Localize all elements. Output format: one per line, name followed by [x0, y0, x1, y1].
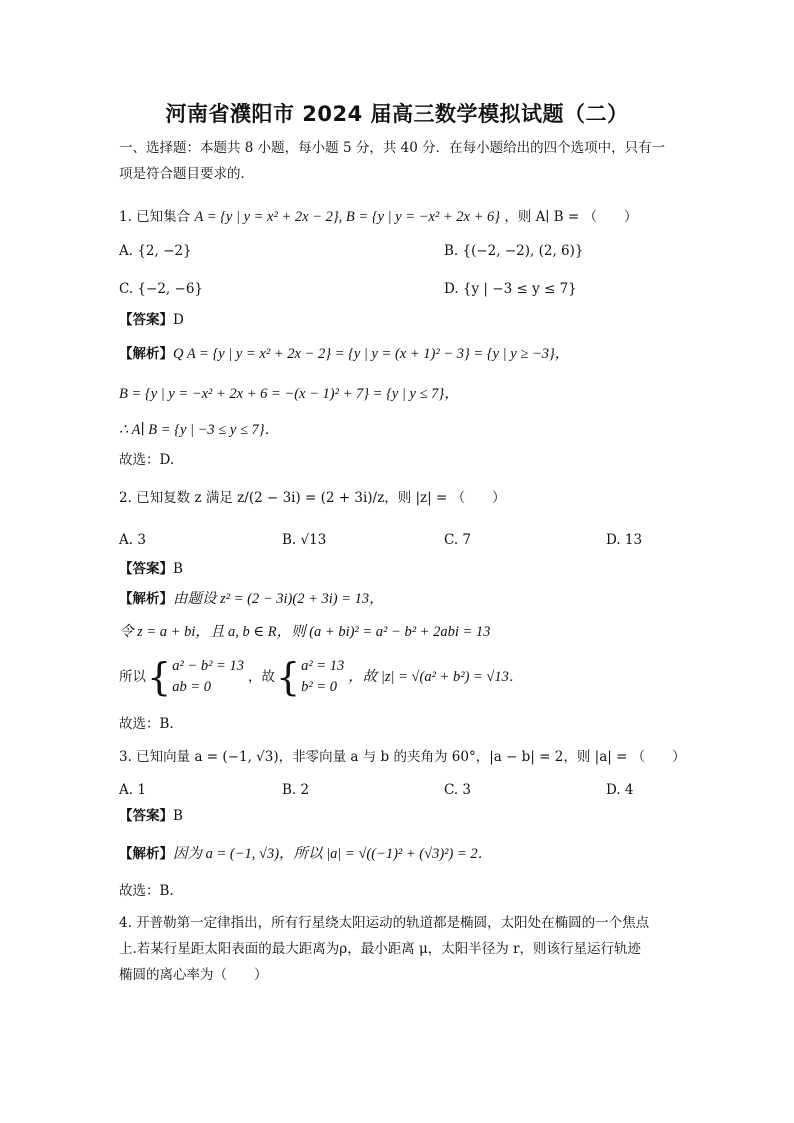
section-instructions-line1: 一、选择题：本题共 8 小题，每小题 5 分，共 40 分．在每小题给出的四个选项中，只有一	[119, 140, 666, 156]
q3-choose: 故选：B.	[119, 883, 174, 899]
q3-analysis-text: 因为 a = (−1, √3)，所以 |a| = √((−1)² + (√3)²) = 2．	[173, 846, 493, 862]
q1-option-b: B. {(−2, −2), (2, 6)}	[444, 243, 584, 259]
answer-value: B	[173, 808, 183, 824]
q1-stem-suffix: ，则 A∣ B = （ ）	[504, 209, 638, 225]
answer-value: B	[173, 561, 183, 577]
q1-stem-math: A = {y | y = x² + 2x − 2}, B = {y | y = −x² + 2x + 6}	[194, 209, 501, 225]
page-title: 河南省濮阳市 2024 届高三数学模拟试题（二）	[165, 102, 629, 126]
system1-line2: ab = 0	[172, 679, 211, 695]
system2-line2: b² = 0	[301, 679, 338, 695]
q3-stem: 3. 已知向量 a = (−1, √3)，非零向量 a 与 b 的夹角为 60°，|a − b| = 2，则 |a| = （ ）	[119, 749, 686, 765]
system-brace: {	[275, 655, 301, 699]
q1-answer	[119, 311, 184, 329]
q1-analysis-text: Q A = {y | y = x² + 2x − 2} = {y | y = (x + 1)² − 3} = {y | y ≥ −3}，	[173, 346, 570, 362]
q2-analysis-line3	[119, 655, 523, 699]
q2-a3-suffix: ，故 |z| = √(a² + b²) = √13．	[348, 669, 524, 685]
q1-option-a: A. {2, −2}	[119, 243, 192, 259]
answer-value: D	[173, 312, 184, 328]
q4-stem-line2: 上.若某行星距太阳表面的最大距离为ρ，最小距离 μ，太阳半径为 r，则该行星运行轨迹	[119, 941, 642, 957]
q2-analysis-line1	[119, 590, 384, 608]
answer-label: 【答案】	[119, 312, 173, 328]
q2-option-c: C. 7	[444, 532, 472, 548]
answer-label: 【答案】	[119, 808, 173, 824]
analysis-label: 【解析】	[119, 346, 173, 362]
q2-a3-prefix: 所以	[119, 669, 146, 685]
q2-analysis-line2: 令 z = a + bi，且 a, b ∈ R，则 (a + bi)² = a² − b² + 2abi = 13	[119, 624, 491, 640]
q1-choose: 故选：D.	[119, 452, 175, 468]
q4-stem-line3: 椭圆的离心率为（ ）	[119, 967, 268, 983]
q2-option-b: B. √13	[282, 532, 327, 548]
q3-answer	[119, 807, 183, 825]
section-instructions-line2: 项是符合题目要求的．	[119, 166, 254, 182]
q3-option-a: A. 1	[119, 782, 146, 798]
system1-line1: a² − b² = 13	[172, 658, 244, 674]
q2-option-a: A. 3	[119, 532, 146, 548]
q2-a3-mid: ，故	[247, 669, 275, 685]
q1-analysis-line2: B = {y | y = −x² + 2x + 6 = −(x − 1)² + 7} = {y | y ≤ 7}，	[119, 386, 459, 402]
q3-option-d: D. 4	[606, 782, 634, 798]
answer-label: 【答案】	[119, 561, 173, 577]
system2-line1: a² = 13	[301, 658, 345, 674]
system-brace: {	[147, 655, 172, 699]
q1-stem-prefix: 1. 已知集合	[119, 209, 191, 225]
q3-analysis-line1	[119, 845, 492, 863]
analysis-label: 【解析】	[119, 846, 173, 862]
q2-choose: 故选：B.	[119, 716, 174, 732]
q2-analysis-text: 由题设 z² = (2 − 3i)(2 + 3i) = 13，	[173, 591, 384, 607]
analysis-label: 【解析】	[119, 591, 173, 607]
q2-option-d: D. 13	[606, 532, 643, 548]
equation-system-1	[172, 656, 244, 698]
q3-option-c: C. 3	[444, 782, 472, 798]
q4-stem-line1: 4. 开普勒第一定律指出，所有行星绕太阳运动的轨道都是椭圆，太阳处在椭圆的一个焦点	[119, 915, 650, 931]
q2-answer	[119, 560, 183, 578]
q1-analysis-line3: ∴ A∣ B = {y | −3 ≤ y ≤ 7}．	[119, 422, 280, 438]
q1-stem	[119, 208, 637, 226]
q2-stem: 2. 已知复数 z 满足 z/(2 − 3i) = (2 + 3i)/z，则 |z| = （ ）	[119, 490, 506, 506]
q1-option-c: C. {−2, −6}	[119, 281, 203, 297]
equation-system-2	[301, 656, 344, 698]
q3-option-b: B. 2	[282, 782, 310, 798]
q1-option-d: D. {y | −3 ≤ y ≤ 7}	[444, 281, 577, 297]
q1-analysis-line1	[119, 345, 569, 363]
